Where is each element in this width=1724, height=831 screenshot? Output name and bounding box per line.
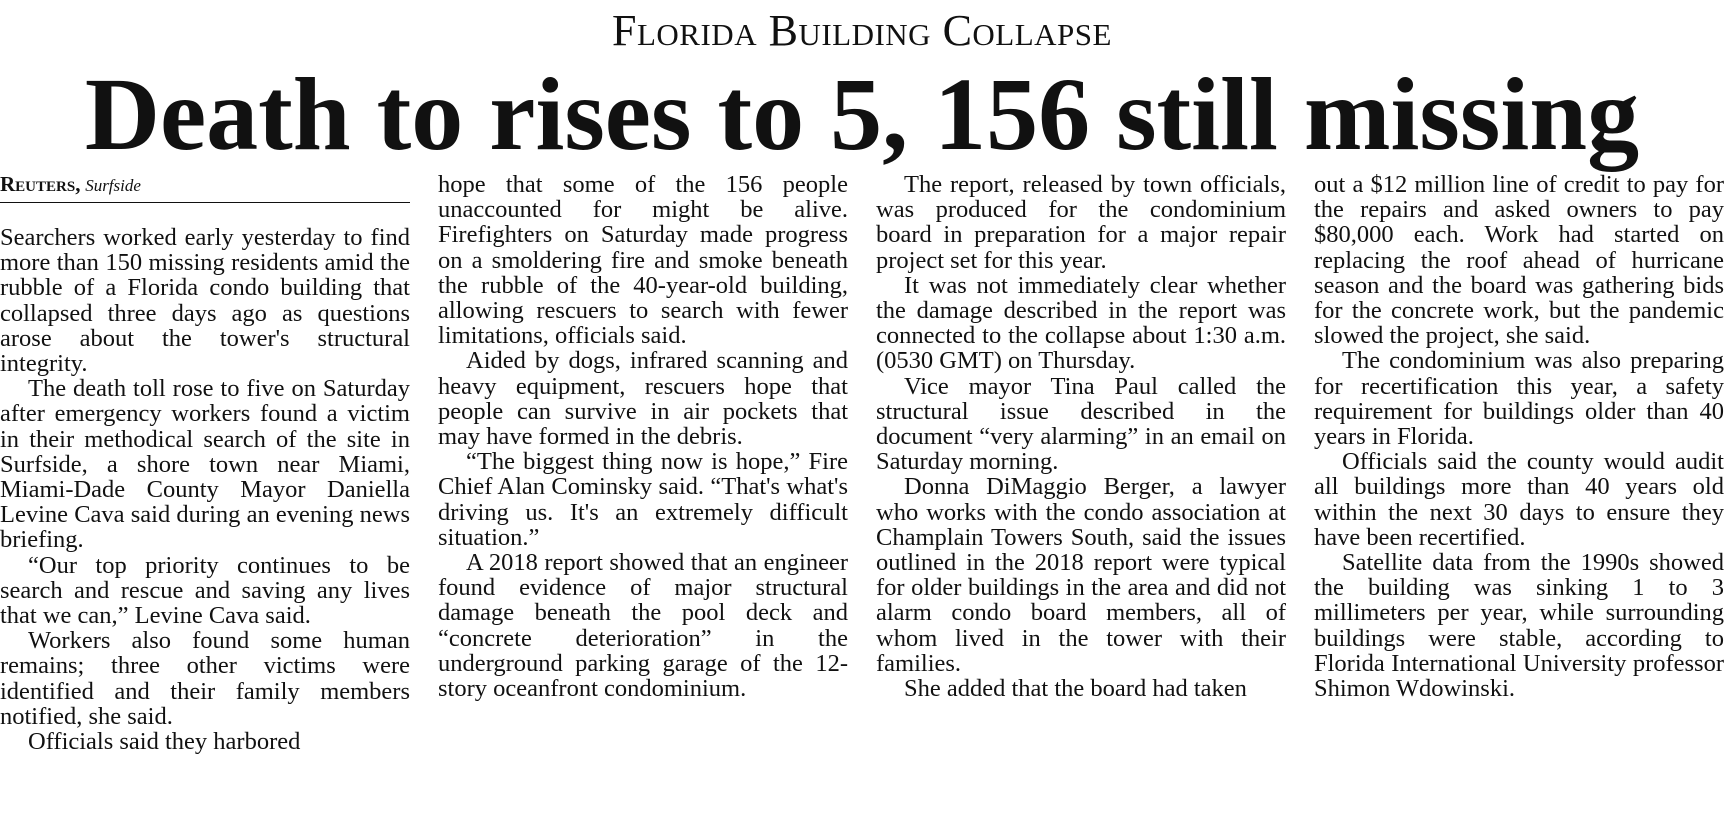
paragraph: The death toll rose to five on Saturday after emergency workers found a victim in their methodical search of the site in Surfside, a shore town near Miami, Miami-Dade County Mayor Daniella Levine Cava said during an evening news briefing. xyxy=(0,375,410,554)
paragraph: Officials said the county would audit all buildings more than 40 years old within the next 30 days to ensure they have been recertified. xyxy=(1314,448,1724,551)
section-kicker: Florida Building Collapse xyxy=(612,6,1112,55)
byline-agency: Reuters, xyxy=(0,172,81,196)
paragraph: The condominium was also preparing for recertification this year, a safety requirement for buildings older than 40 years in Florida. xyxy=(1314,347,1724,451)
article-column-1 xyxy=(0,172,410,827)
paragraph: “Our top priority continues to be search and rescue and saving any lives that we can,” Levine Cava said. xyxy=(0,551,410,630)
paragraph: Workers also found some human remains; three other victims were identified and their family members notified, she said. xyxy=(0,627,410,730)
paragraph: The report, released by town officials, was produced for the condominium board in preparation for a major repair project set for this year. xyxy=(876,172,1286,274)
paragraph: A 2018 report showed that an engineer found evidence of major structural damage beneath the pool deck and “concrete deterioration” in the underground parking garage of the 12-story oceanfront condominium. xyxy=(438,549,848,703)
headline: Death to rises to 5, 156 still missing xyxy=(84,57,1640,172)
paragraph: She added that the board had taken xyxy=(904,675,1247,703)
paragraph: Officials said they harbored xyxy=(28,728,301,756)
paragraph: “The biggest thing now is hope,” Fire Chief Alan Cominsky said. “That's what's driving us. It's an extremely difficult situation.” xyxy=(438,448,848,551)
byline xyxy=(0,172,410,203)
paragraph: Satellite data from the 1990s showed the building was sinking 1 to 3 millimeters per year, while surrounding buildings were stable, according to Florida International University professor Shimon Wdowinski. xyxy=(1314,549,1724,703)
paragraph: Vice mayor Tina Paul called the structural issue described in the document “very alarming” in an email on Saturday morning. xyxy=(876,372,1286,476)
byline-place: Surfside xyxy=(85,176,141,195)
paragraph: out a $12 million line of credit to pay for the repairs and asked owners to pay $80,000 each. Work had started on replacing the roof ahead of hurricane season and the board was gathering bids for the concrete work, but the pandemic slowed the project, she said. xyxy=(1314,172,1724,350)
article-column-3 xyxy=(876,172,1286,827)
article-column-4 xyxy=(1314,172,1724,827)
paragraph: It was not immediately clear whether the damage described in the report was connected to the collapse about 1:30 a.m. (0530 GMT) on Thursday. xyxy=(876,271,1286,375)
article-body xyxy=(0,172,1724,827)
paragraph: Donna DiMaggio Berger, a lawyer who works with the condo association at Champlain Towers South, said the issues outlined in the 2018 report were typical for older buildings in the area and did not alarm condo board members, all of whom lived in the tower with their families. xyxy=(876,473,1286,677)
article-column-2 xyxy=(438,172,848,827)
paragraph: Aided by dogs, infrared scanning and heavy equipment, rescuers hope that people can survive in air pockets that may have formed in the debris. xyxy=(438,347,848,451)
paragraph: hope that some of the 156 people unaccounted for might be alive. Firefighters on Saturday made progress on a smoldering fire and smoke beneath the rubble of the 40-year-old building, allowing rescuers to search with fewer limitations, officials said. xyxy=(438,172,848,350)
paragraph: Searchers worked early yesterday to find more than 150 missing residents amid the rubble of a Florida condo building that collapsed three days ago as questions arose about the tower's structural integrity. xyxy=(0,224,410,378)
